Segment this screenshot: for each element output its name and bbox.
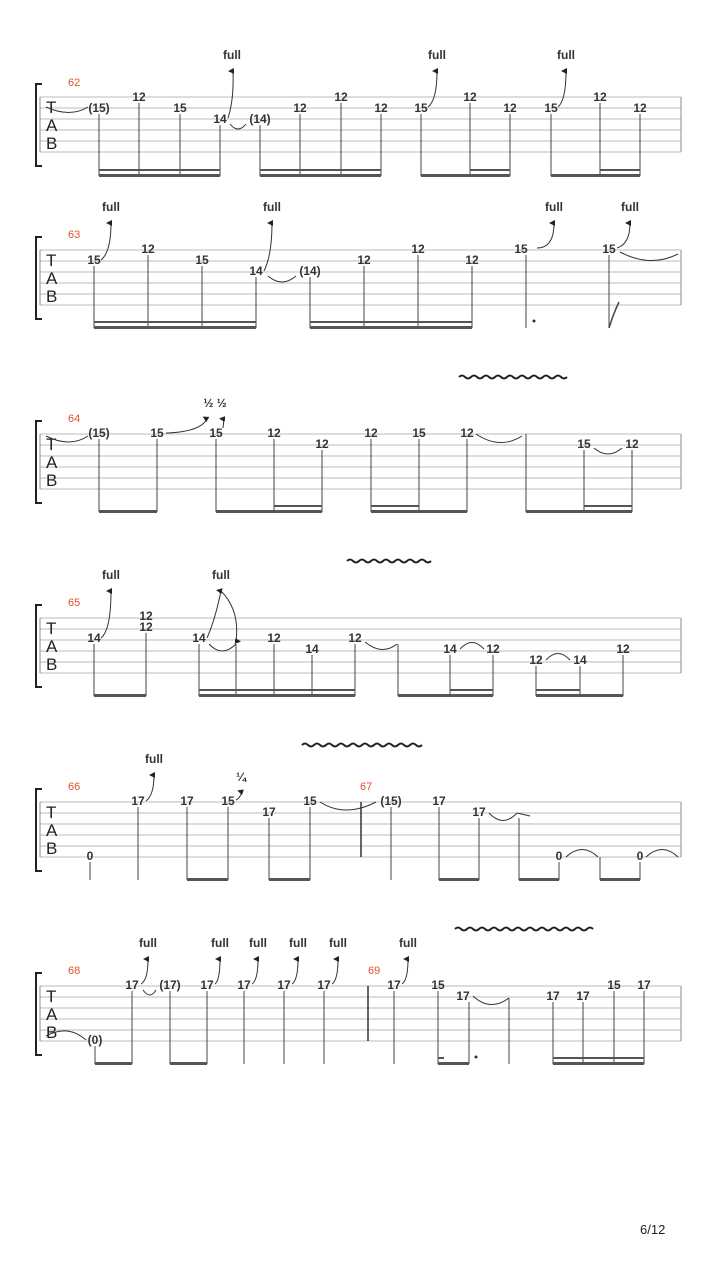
fret-number: 12 [139, 609, 153, 623]
fret-numbers [87, 242, 616, 278]
fret-number: (0) [87, 1033, 103, 1047]
fret-number: 15 [209, 426, 223, 440]
fret-number: 12 [139, 620, 153, 634]
bend-arrows [166, 419, 622, 454]
bend-labels [223, 48, 575, 62]
bend-label: full [399, 936, 417, 950]
measure-number: 69 [368, 965, 381, 977]
tab-clef-b: B [46, 287, 58, 306]
bend-label: full [139, 936, 157, 950]
fret-number: 14 [573, 653, 587, 667]
fret-number: 12 [529, 653, 543, 667]
tab-clef-t: T [46, 987, 57, 1006]
fret-number: (15) [88, 426, 110, 440]
fret-number: 0 [636, 849, 644, 863]
bend-arrows [146, 775, 678, 857]
bend-label: full [289, 936, 307, 950]
system-6 [36, 928, 681, 1066]
measure-number: 68 [68, 965, 81, 977]
fret-number: 15 [412, 426, 426, 440]
fret-number: 14 [192, 631, 206, 645]
fret-number: (14) [249, 112, 271, 126]
fret-number: (15) [380, 794, 402, 808]
bend-labels [139, 936, 417, 950]
tab-clef-a: A [46, 116, 58, 135]
tab-clef-b: B [46, 655, 58, 674]
beams [99, 505, 632, 513]
page-indicator: 6/12 [640, 1222, 666, 1237]
vibrato-line [302, 744, 422, 747]
tab-clef-a: A [46, 637, 58, 656]
tab-clef-b: B [46, 134, 58, 153]
fret-number: 17 [546, 989, 560, 1003]
measure-number: 66 [68, 781, 81, 793]
fret-number: 14 [443, 642, 457, 656]
fret-number: 15 [303, 794, 317, 808]
tab-clef-a: A [46, 1005, 58, 1024]
fret-number: 17 [131, 794, 145, 808]
fret-number: 17 [472, 805, 486, 819]
tab-clef-t: T [46, 251, 57, 270]
bend-arrows [228, 71, 566, 129]
fret-number: 17 [277, 978, 291, 992]
fret-number: 12 [364, 426, 378, 440]
fret-number: 17 [237, 978, 251, 992]
fret-number: 15 [602, 242, 616, 256]
fret-number: 17 [387, 978, 401, 992]
fret-number: 12 [486, 642, 500, 656]
vibrato-line [459, 376, 567, 379]
fret-number: 12 [463, 90, 477, 104]
fret-number: 15 [607, 978, 621, 992]
fret-number: 17 [180, 794, 194, 808]
fret-number: 12 [593, 90, 607, 104]
fret-number: 12 [141, 242, 155, 256]
fret-number: 12 [411, 242, 425, 256]
vibrato-line [347, 560, 431, 563]
tab-clef-t: T [46, 98, 57, 117]
bend-label: full [428, 48, 446, 62]
fret-number: 15 [195, 253, 209, 267]
system-3 [36, 376, 681, 514]
fret-number: 12 [460, 426, 474, 440]
fret-number: 17 [432, 794, 446, 808]
system-5 [36, 744, 681, 882]
fret-number: 17 [456, 989, 470, 1003]
bend-label: full [102, 200, 120, 214]
fret-number: 17 [317, 978, 331, 992]
fret-number: 17 [576, 989, 590, 1003]
stems [95, 991, 644, 1064]
fret-numbers [87, 794, 644, 863]
fret-number: 15 [414, 101, 428, 115]
system-4 [36, 560, 681, 698]
bend-labels [145, 752, 247, 784]
bend-labels [102, 200, 639, 214]
fret-number: 15 [87, 253, 101, 267]
measure-number: 65 [68, 597, 81, 609]
fret-number: 12 [633, 101, 647, 115]
fret-number: 12 [293, 101, 307, 115]
fret-number: 12 [374, 101, 388, 115]
tab-clef-b: B [46, 471, 58, 490]
fret-number: 12 [503, 101, 517, 115]
tab-clef-t: T [46, 435, 57, 454]
fret-number: 15 [150, 426, 164, 440]
fret-number: 12 [267, 631, 281, 645]
fret-number: 12 [334, 90, 348, 104]
fret-number: 15 [431, 978, 445, 992]
bend-label: full [545, 200, 563, 214]
stems [90, 807, 640, 880]
fret-number: 15 [514, 242, 528, 256]
bend-label: ¼ [235, 770, 247, 784]
fret-number: (17) [159, 978, 181, 992]
fret-number: 14 [249, 264, 263, 278]
system-1 [36, 48, 681, 177]
fret-numbers [88, 978, 651, 1047]
bend-label: full [329, 936, 347, 950]
fret-number: 14 [213, 112, 227, 126]
fret-number: 17 [200, 978, 214, 992]
bend-label: full [621, 200, 639, 214]
fret-number: 15 [221, 794, 235, 808]
fret-number: 17 [125, 978, 139, 992]
vibrato-line [455, 928, 593, 931]
tab-clef-b: B [46, 839, 58, 858]
fret-number: 14 [305, 642, 319, 656]
fret-number: 15 [173, 101, 187, 115]
bend-label: full [212, 568, 230, 582]
fret-number: 12 [625, 437, 639, 451]
beams [95, 1057, 644, 1065]
tab-clef-b: B [46, 1023, 58, 1042]
bend-label: full [145, 752, 163, 766]
fret-number: 15 [577, 437, 591, 451]
measure-number: 67 [360, 781, 373, 793]
beams [94, 321, 472, 329]
tab-clef-a: A [46, 821, 58, 840]
bend-label: full [263, 200, 281, 214]
stems [94, 255, 609, 328]
bend-labels [203, 396, 226, 410]
fret-number: 12 [616, 642, 630, 656]
bend-label: full [223, 48, 241, 62]
fret-number: 15 [544, 101, 558, 115]
measure-number: 63 [68, 229, 81, 241]
fret-number: 0 [86, 849, 94, 863]
bend-label: ½ ½ [203, 396, 227, 410]
beams [94, 689, 623, 697]
tab-clef-t: T [46, 803, 57, 822]
bend-arrows [101, 223, 678, 282]
fret-number: (15) [88, 101, 110, 115]
tab-clef-a: A [46, 269, 58, 288]
fret-numbers [88, 426, 639, 451]
bend-label: full [249, 936, 267, 950]
fret-number: 14 [87, 631, 101, 645]
fret-number: 12 [132, 90, 146, 104]
fret-number: 12 [357, 253, 371, 267]
fret-number: 0 [555, 849, 563, 863]
bend-labels [102, 568, 230, 582]
beams [187, 878, 640, 881]
measure-number: 64 [68, 413, 81, 425]
system-2 [36, 200, 681, 329]
fret-number: 12 [465, 253, 479, 267]
fret-number: (14) [299, 264, 321, 278]
bend-label: full [211, 936, 229, 950]
bend-label: full [557, 48, 575, 62]
fret-number: 12 [315, 437, 329, 451]
fret-number: 12 [267, 426, 281, 440]
fret-number: 12 [348, 631, 362, 645]
bend-label: full [102, 568, 120, 582]
tab-clef-t: T [46, 619, 57, 638]
stems [99, 434, 632, 512]
fret-number: 17 [637, 978, 651, 992]
measure-number: 62 [68, 77, 81, 89]
tab-clef-a: A [46, 453, 58, 472]
fret-number: 17 [262, 805, 276, 819]
